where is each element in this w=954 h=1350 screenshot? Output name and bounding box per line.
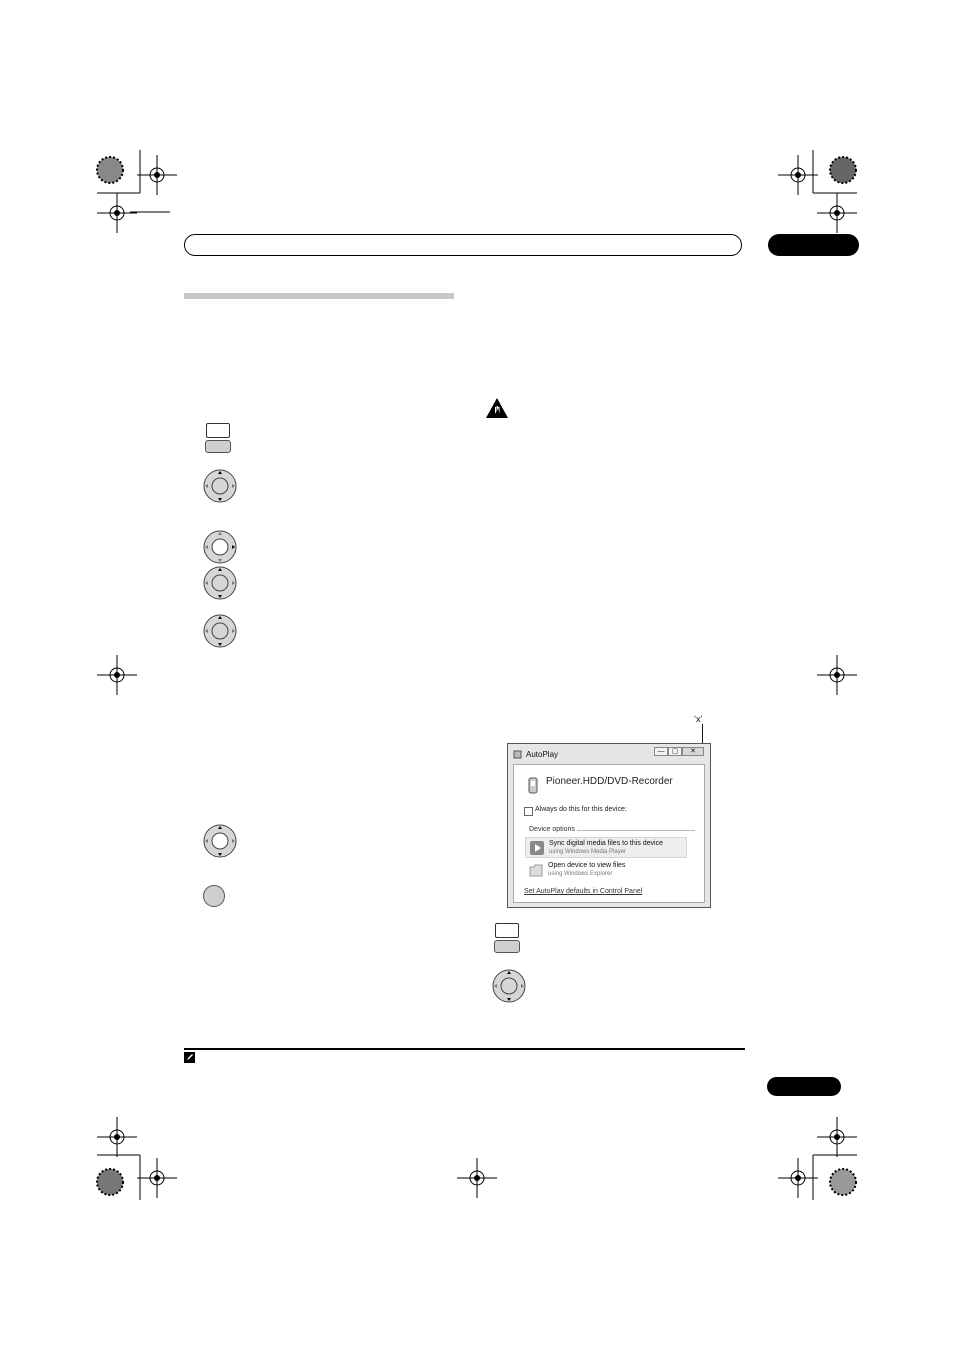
registration-crosshair-icon — [817, 193, 857, 233]
dpad-icon — [202, 823, 238, 859]
starburst-target-icon — [90, 1162, 130, 1202]
always-do-this-checkbox[interactable] — [524, 807, 533, 816]
page-number-tab — [767, 1077, 841, 1096]
window-content — [513, 764, 705, 903]
starburst-target-icon — [90, 150, 130, 190]
registration-crosshair-icon — [778, 155, 818, 195]
close-button[interactable]: ✕ — [682, 747, 704, 756]
caution-hand-icon — [485, 397, 509, 419]
remote-key-icon — [206, 423, 230, 438]
autoplay-window — [507, 743, 711, 908]
option-subtitle: using Windows Explorer — [548, 871, 613, 877]
dpad-icon — [202, 565, 238, 601]
dpad-icon — [491, 968, 527, 1004]
minimize-button[interactable]: — — [654, 747, 668, 756]
dpad-icon — [202, 468, 238, 504]
play-icon — [530, 841, 544, 855]
header-bar — [184, 234, 742, 256]
device-icon — [527, 777, 539, 795]
remote-round-key-icon — [203, 885, 225, 907]
option-subtitle: using Windows Media Player — [549, 849, 627, 855]
always-do-this-label: Always do this for this device: — [535, 806, 627, 813]
control-panel-link[interactable]: Set AutoPlay defaults in Control Panel — [524, 888, 643, 895]
registration-crosshair-icon — [137, 1158, 177, 1198]
dpad-icon — [202, 613, 238, 649]
registration-crosshair-icon — [778, 1158, 818, 1198]
remote-key-icon — [495, 923, 519, 938]
starburst-target-icon — [823, 150, 863, 190]
sync-media-option[interactable] — [525, 837, 687, 858]
window-title: AutoPlay — [526, 750, 559, 759]
registration-crosshair-icon — [97, 193, 137, 233]
option-title: Open device to view files — [548, 862, 626, 869]
registration-crosshair-icon — [457, 1158, 497, 1198]
registration-crosshair-icon — [817, 1117, 857, 1157]
folder-icon — [529, 863, 543, 877]
autoplay-app-icon — [513, 750, 522, 759]
note-icon — [184, 1052, 195, 1063]
registration-crosshair-icon — [817, 655, 857, 695]
starburst-target-icon — [823, 1162, 863, 1202]
group-divider — [577, 830, 695, 831]
maximize-button[interactable]: ▢ — [668, 747, 682, 756]
remote-key-icon — [205, 440, 231, 453]
chapter-tab — [768, 234, 859, 256]
remote-key-icon — [494, 940, 520, 953]
open-device-option[interactable] — [525, 860, 687, 881]
dpad-icon — [202, 529, 238, 565]
footer-rule — [184, 1048, 745, 1050]
registration-crosshair-icon — [97, 655, 137, 695]
device-name: Pioneer.HDD/DVD-Recorder — [546, 776, 673, 787]
registration-crosshair-icon — [97, 1117, 137, 1157]
close-callout-label: ‘x’ — [694, 714, 703, 724]
option-title: Sync digital media files to this device — [549, 840, 663, 847]
device-options-label: Device options — [529, 826, 575, 833]
registration-crosshair-icon — [137, 155, 177, 195]
section-heading-bar — [184, 293, 454, 299]
